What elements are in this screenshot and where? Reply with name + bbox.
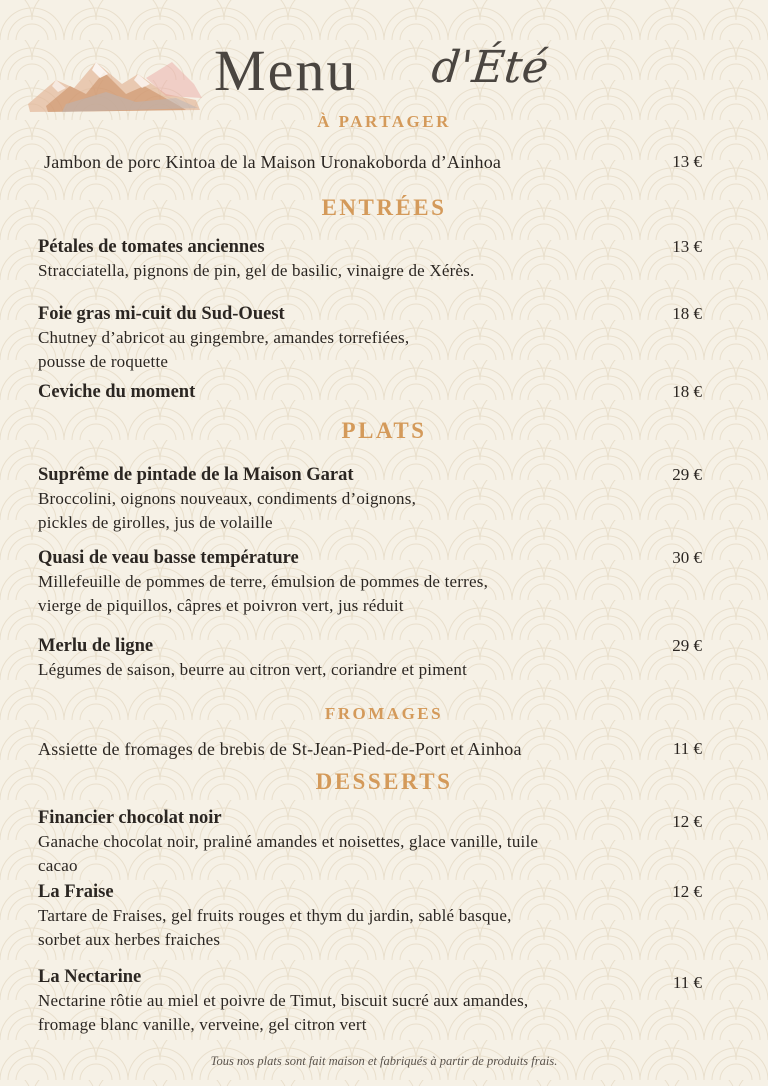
item-description: Millefeuille de pommes de terre, émulsion de pommes de terres, — [38, 572, 489, 591]
item-name: Jambon de porc Kintoa de la Maison Uronakoborda d’Ainhoa — [44, 152, 502, 172]
section-title-fromages: FROMAGES — [324, 704, 444, 723]
item-price: 12 € — [672, 882, 702, 901]
watercolor-mountains-icon — [26, 44, 202, 116]
item-name: Merlu de ligne — [38, 636, 154, 656]
item-price: 30 € — [672, 548, 702, 567]
item-price: 29 € — [672, 465, 702, 484]
menu-item — [38, 463, 702, 535]
menu-title-script: d'Été — [429, 42, 551, 93]
footer-note: Tous nos plats sont fait maison et fabriqués à partir de produits frais. — [210, 1054, 558, 1068]
item-name: Suprême de pintade de la Maison Garat — [38, 465, 354, 485]
item-name: La Fraise — [38, 882, 114, 902]
item-description: pousse de roquette — [38, 352, 169, 371]
menu-title: Menu — [214, 38, 358, 103]
item-description: fromage blanc vanille, verveine, gel citron vert — [38, 1015, 367, 1034]
item-description: Nectarine rôtie au miel et poivre de Timut, biscuit sucré aux amandes, — [38, 991, 529, 1010]
item-name: Financier chocolat noir — [38, 808, 222, 828]
section-title-plats: PLATS — [341, 418, 427, 443]
item-price: 18 € — [672, 304, 702, 323]
menu-item — [38, 546, 702, 618]
item-description: Légumes de saison, beurre au citron vert, coriandre et piment — [38, 660, 468, 679]
item-name: Ceviche du moment — [38, 382, 196, 402]
menu-item — [38, 806, 702, 878]
item-description: Ganache chocolat noir, praliné amandes et noisettes, glace vanille, tuile — [38, 832, 539, 851]
item-name: Quasi de veau basse température — [38, 548, 299, 568]
section-title-partager: À PARTAGER — [317, 112, 451, 131]
item-description: Tartare de Fraises, gel fruits rouges et thym du jardin, sablé basque, — [38, 906, 512, 925]
item-name: Foie gras mi-cuit du Sud-Ouest — [38, 304, 285, 324]
item-price: 29 € — [672, 636, 702, 655]
item-price: 11 € — [672, 739, 702, 758]
menu-item — [38, 965, 702, 1037]
item-price: 11 € — [672, 973, 702, 992]
menu-item — [38, 634, 702, 682]
item-description: Stracciatella, pignons de pin, gel de basilic, vinaigre de Xérès. — [38, 261, 475, 280]
item-price: 12 € — [672, 812, 702, 831]
menu-item — [38, 302, 702, 374]
item-description: cacao — [38, 856, 78, 875]
menu-item — [38, 235, 702, 283]
item-description: pickles de girolles, jus de volaille — [38, 513, 273, 532]
menu-item — [38, 737, 702, 761]
item-description: vierge de piquillos, câpres et poivron vert, jus réduit — [38, 596, 404, 615]
item-name: Assiette de fromages de brebis de St-Jean-Pied-de-Port et Ainhoa — [38, 739, 522, 759]
section-title-entrees: ENTRÉES — [321, 195, 447, 220]
item-price: 18 € — [672, 382, 702, 401]
item-price: 13 € — [672, 237, 702, 256]
item-description: Chutney d’abricot au gingembre, amandes torrefiées, — [38, 328, 410, 347]
menu-item — [38, 880, 702, 952]
item-description: Broccolini, oignons nouveaux, condiments d’oignons, — [38, 489, 417, 508]
item-price: 13 € — [672, 152, 702, 171]
menu-item — [38, 150, 702, 174]
item-name: Pétales de tomates anciennes — [38, 237, 265, 257]
section-title-desserts: DESSERTS — [315, 769, 453, 794]
item-description: sorbet aux herbes fraiches — [38, 930, 221, 949]
menu-item — [38, 380, 702, 404]
item-name: La Nectarine — [38, 967, 142, 987]
